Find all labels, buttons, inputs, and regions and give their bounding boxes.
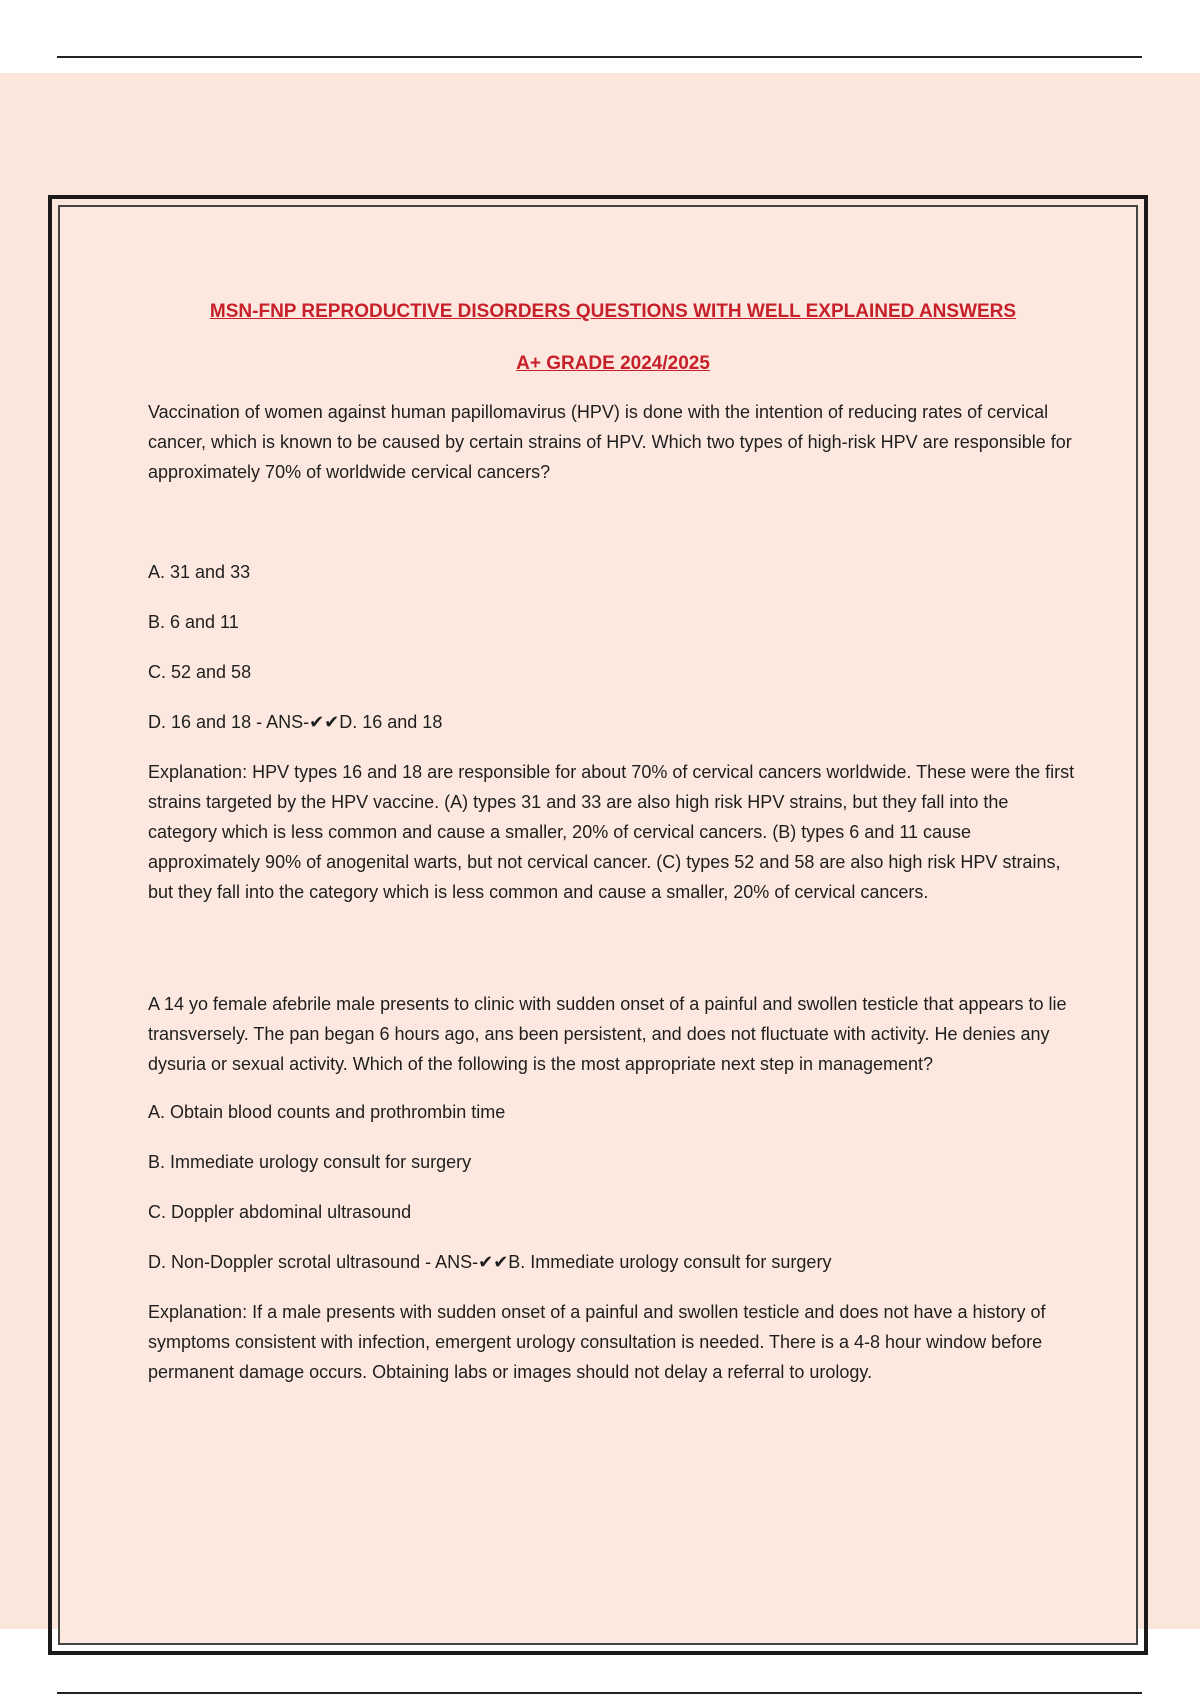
question-1-text: Vaccination of women against human papillomavirus (HPV) is done with the intention of reducing rates of cervical cancer, which is known to be caused by certain strains of HPV. Which two types of high-risk HPV are responsible for approximately 70% of worldwide cervical cancers?: [148, 402, 1072, 482]
bottom-rule: [57, 1692, 1142, 1694]
question-2-option-b: B. Immediate urology consult for surgery: [148, 1152, 472, 1172]
document-content: [148, 297, 1078, 1405]
question-1-option-a: A. 31 and 33: [148, 562, 251, 582]
question-2-option-d-answer: D. Non-Doppler scrotal ultrasound - ANS-✔✔B. Immediate urology consult for surgery: [148, 1252, 832, 1272]
top-rule: [57, 56, 1142, 58]
section-spacer: [148, 925, 1078, 989]
question-2-option-c: C. Doppler abdominal ultrasound: [148, 1202, 412, 1222]
question-1-option-d-answer: D. 16 and 18 - ANS-✔✔D. 16 and 18: [148, 712, 443, 732]
page-background: [0, 73, 1200, 1629]
question-1-option-b: B. 6 and 11: [148, 612, 239, 632]
question-2-text: A 14 yo female afebrile male presents to clinic with sudden onset of a painful and swollen testicle that appears to lie transversely. The pan began 6 hours ago, ans been persistent, and does not fluctuate with activity. He denies any dysuria or sexual activity. Which of the following is the most appropriate next step in management?: [148, 994, 1067, 1074]
question-2-option-a: A. Obtain blood counts and prothrombin time: [148, 1102, 506, 1122]
document-frame-inner: [58, 205, 1138, 1645]
question-2-explanation: Explanation: If a male presents with sudden onset of a painful and swollen testicle and does not have a history of symptoms consistent with infection, emergent urology consultation is needed. There is a 4-8 hour window before permanent damage occurs. Obtaining labs or images should not delay a referral to urology.: [148, 1302, 1046, 1382]
document-title: MSN-FNP REPRODUCTIVE DISORDERS QUESTIONS WITH WELL EXPLAINED ANSWERS: [209, 301, 1017, 322]
question-1-explanation: Explanation: HPV types 16 and 18 are responsible for about 70% of cervical cancers worldwide. These were the first strains targeted by the HPV vaccine. (A) types 31 and 33 are also high risk HPV strains, but they fall into the category which is less common and cause a smaller, 20% of cervical cancers. (B) types 6 and 11 cause approximately 90% of anogenital warts, but not cervical cancer. (C) types 52 and 58 are also high risk HPV strains, but they fall into the category which is less common and cause a smaller, 20% of cervical cancers.: [148, 762, 1075, 902]
question-1-option-c: C. 52 and 58: [148, 662, 252, 682]
document-frame: [48, 195, 1148, 1655]
document-subtitle: A+ GRADE 2024/2025: [516, 353, 710, 374]
